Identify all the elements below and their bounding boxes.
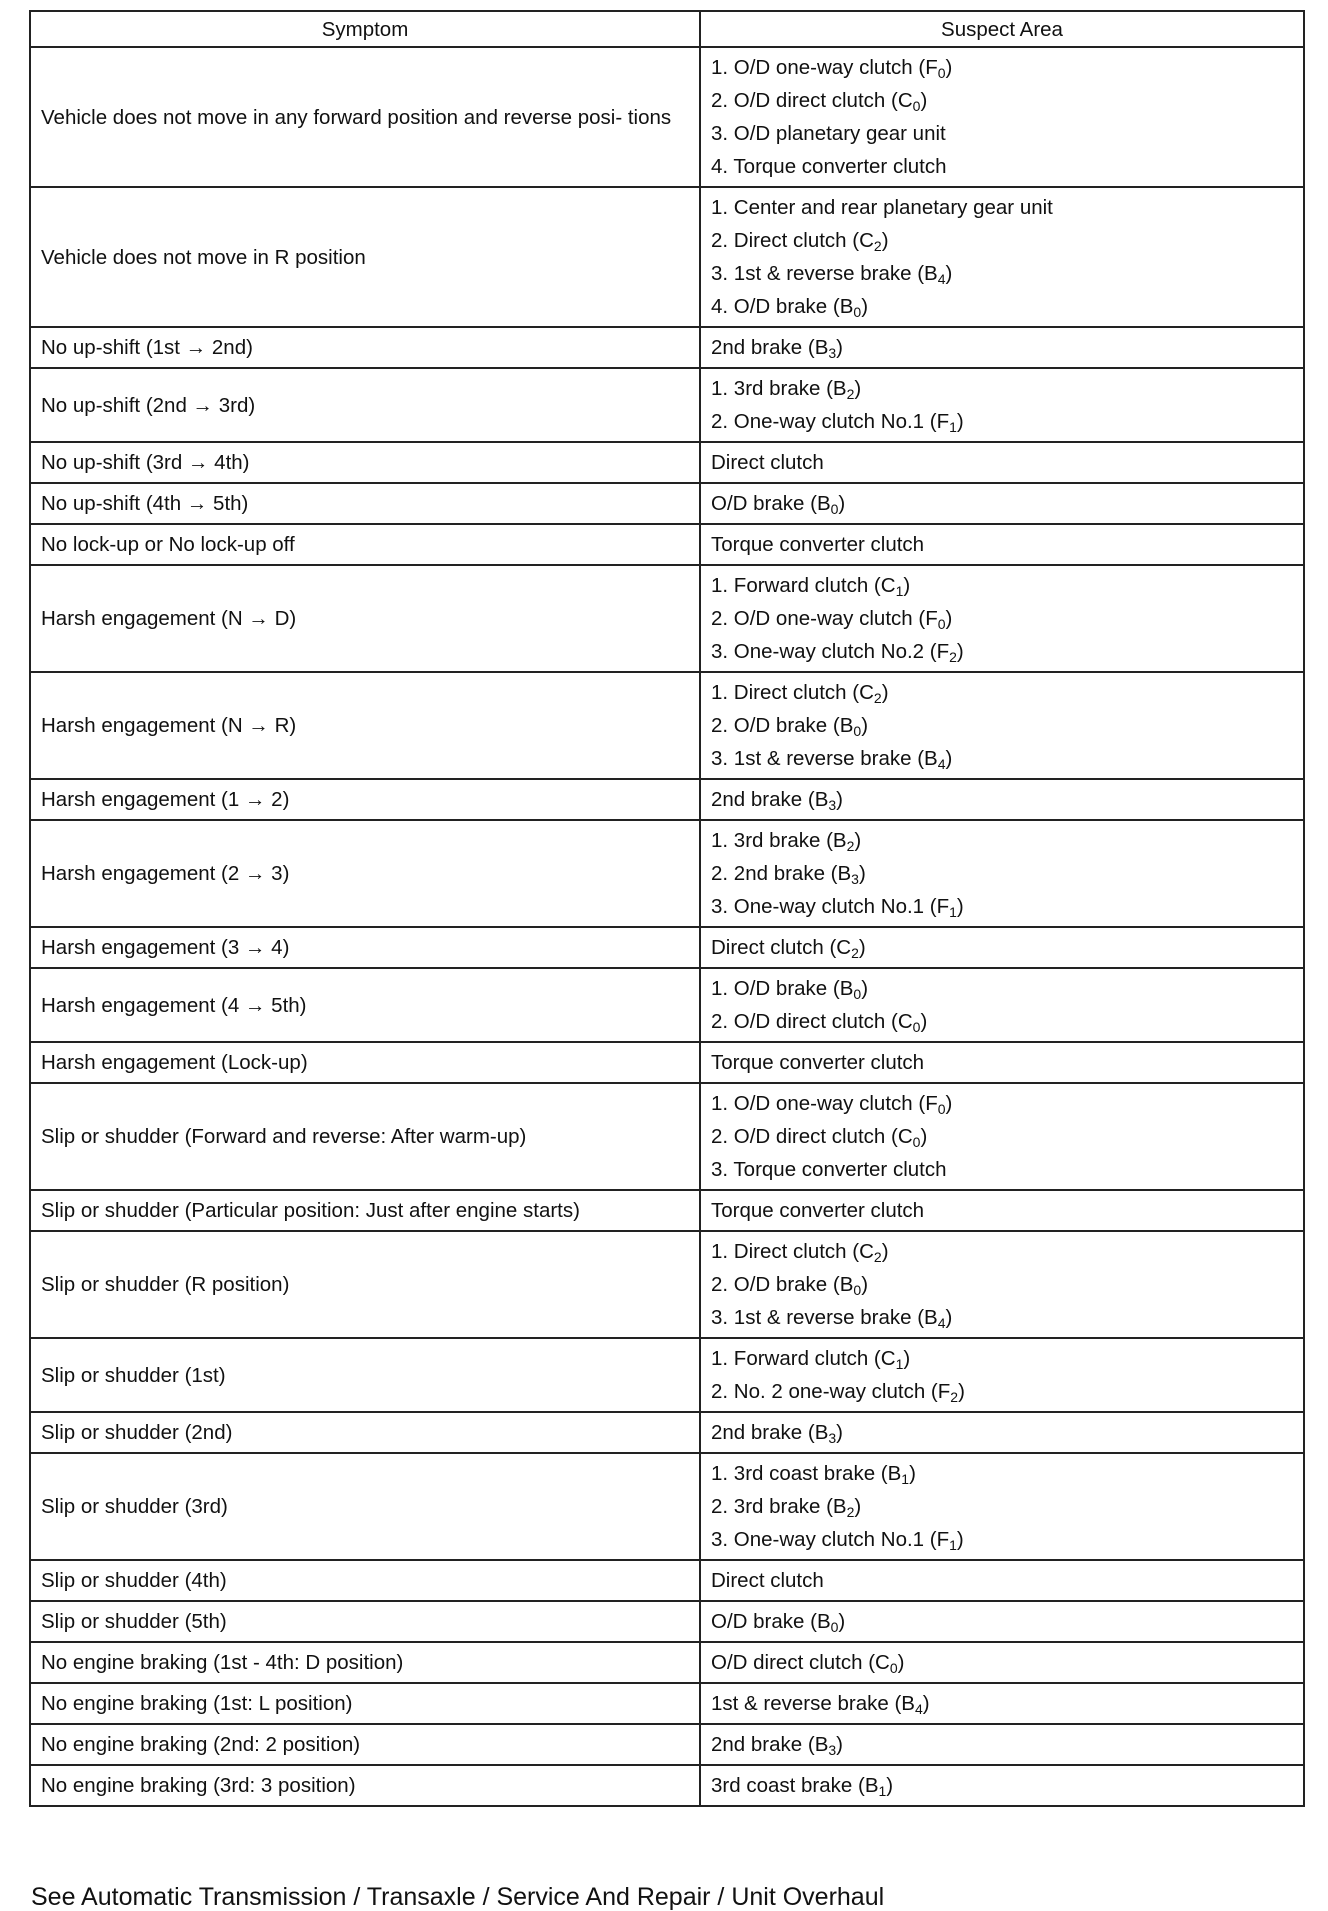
suspect-area-cell	[700, 1453, 1304, 1560]
suspect-area-cell	[700, 442, 1304, 483]
symptom-column-header: Symptom	[30, 11, 700, 47]
table-row	[30, 1724, 1304, 1765]
suspect-area-item: 1. Center and rear planetary gear unit	[711, 196, 1053, 219]
suspect-area-column-header: Suspect Area	[700, 11, 1304, 47]
symptom-cell: Slip or shudder (Particular position: Just after engine starts)	[30, 1190, 700, 1231]
suspect-area-item: 3. One-way clutch No.1 $(F_1)$	[711, 1528, 964, 1553]
table-row	[30, 1190, 1304, 1231]
symptom-cell: No up-shift (3rd → 4th)	[30, 442, 700, 483]
suspect-area-cell	[700, 779, 1304, 820]
table-row	[30, 1642, 1304, 1683]
suspect-area-cell	[700, 968, 1304, 1042]
suspect-area-item: 3. 1st & reverse brake $(B_4)$	[711, 262, 953, 287]
document	[29, 10, 1303, 1807]
suspect-area-item: 2. O/D brake $(B_0)$	[711, 1273, 869, 1298]
suspect-area-item: 4. O/D brake $(B_0)$	[711, 295, 869, 320]
table-row	[30, 442, 1304, 483]
suspect-area-item: 2. 2nd brake $(B_3)$	[711, 862, 866, 887]
suspect-area-item: 2. O/D direct clutch $(C_0)$	[711, 1125, 928, 1150]
suspect-area-cell	[700, 524, 1304, 565]
suspect-area-cell	[700, 1560, 1304, 1601]
suspect-area-item: O/D direct clutch $(C_0)$	[711, 1651, 905, 1676]
table-row	[30, 1601, 1304, 1642]
suspect-area-item: O/D brake $(B_0)$	[711, 1610, 846, 1635]
symptom-cell: Harsh engagement (4 → 5th)	[30, 968, 700, 1042]
suspect-area-item: 1st & reverse brake $(B_4)$	[711, 1692, 930, 1717]
table-row	[30, 1412, 1304, 1453]
suspect-area-item: 2. O/D brake $(B_0)$	[711, 714, 869, 739]
table-row	[30, 1560, 1304, 1601]
suspect-area-cell	[700, 1642, 1304, 1683]
symptom-cell: Harsh engagement (N → D)	[30, 565, 700, 672]
suspect-area-item: Torque converter clutch	[711, 533, 925, 556]
table-row	[30, 565, 1304, 672]
suspect-area-item: 1. 3rd coast brake $(B_1)$	[711, 1462, 916, 1487]
suspect-area-cell	[700, 1231, 1304, 1338]
suspect-area-item: Torque converter clutch	[711, 1199, 925, 1222]
suspect-area-cell	[700, 1083, 1304, 1190]
table-row	[30, 524, 1304, 565]
suspect-area-item: 1. Direct clutch $(C_2)$	[711, 681, 889, 706]
table-row	[30, 1338, 1304, 1412]
suspect-area-item: 2. One-way clutch No.1 $(F_1)$	[711, 410, 964, 435]
suspect-area-cell	[700, 368, 1304, 442]
suspect-area-cell	[700, 47, 1304, 187]
table-row	[30, 47, 1304, 187]
suspect-area-cell	[700, 1042, 1304, 1083]
suspect-area-item: 1. O/D brake $(B_0)$	[711, 977, 869, 1002]
table-header	[30, 11, 1304, 47]
suspect-area-item: 2. O/D one-way clutch $(F_0)$	[711, 607, 953, 632]
table-row	[30, 327, 1304, 368]
symptom-cell: No lock-up or No lock-up off	[30, 524, 700, 565]
suspect-area-item: 1. 3rd brake $(B_2)$	[711, 829, 862, 854]
suspect-area-item: Direct clutch $(C_2)$	[711, 936, 866, 961]
suspect-area-item: 1. O/D one-way clutch $(F_0)$	[711, 56, 953, 81]
symptom-cell: Harsh engagement (3 → 4)	[30, 927, 700, 968]
suspect-area-cell	[700, 820, 1304, 927]
symptom-cell: No engine braking (1st: L position)	[30, 1683, 700, 1724]
suspect-area-cell	[700, 565, 1304, 672]
table-row	[30, 968, 1304, 1042]
suspect-area-cell	[700, 187, 1304, 327]
table-row	[30, 672, 1304, 779]
table-row	[30, 1083, 1304, 1190]
suspect-area-cell	[700, 1765, 1304, 1806]
table-row	[30, 1683, 1304, 1724]
suspect-area-item: 2. O/D direct clutch $(C_0)$	[711, 1010, 928, 1035]
suspect-area-cell	[700, 927, 1304, 968]
table-row	[30, 368, 1304, 442]
suspect-area-item: 2nd brake $(B_3)$	[711, 1733, 843, 1758]
symptom-cell: Slip or shudder (3rd)	[30, 1453, 700, 1560]
suspect-area-item: 2. No. 2 one-way clutch $(F_2)$	[711, 1380, 965, 1405]
suspect-area-item: 2. Direct clutch $(C_2)$	[711, 229, 889, 254]
symptom-cell: Slip or shudder (1st)	[30, 1338, 700, 1412]
footer-reference: See Automatic Transmission / Transaxle / Service And Repair / Unit Overhaul	[31, 1883, 885, 1911]
table-body	[30, 47, 1304, 1806]
table-row	[30, 1453, 1304, 1560]
suspect-area-cell	[700, 1412, 1304, 1453]
suspect-area-cell	[700, 672, 1304, 779]
suspect-area-item: 3. One-way clutch No.1 $(F_1)$	[711, 895, 964, 920]
suspect-area-item: Direct clutch	[711, 1569, 824, 1592]
symptom-cell: Slip or shudder (4th)	[30, 1560, 700, 1601]
symptom-cell: Slip or shudder (2nd)	[30, 1412, 700, 1453]
suspect-area-cell	[700, 1601, 1304, 1642]
table-row	[30, 927, 1304, 968]
table-row	[30, 1042, 1304, 1083]
suspect-area-item: 2nd brake $(B_3)$	[711, 788, 843, 813]
suspect-area-item: 3. 1st & reverse brake $(B_4)$	[711, 747, 953, 772]
suspect-area-item: 1. Forward clutch $(C_1)$	[711, 1347, 911, 1372]
symptom-cell: Harsh engagement (Lock-up)	[30, 1042, 700, 1083]
suspect-area-cell	[700, 1338, 1304, 1412]
suspect-area-cell	[700, 1683, 1304, 1724]
symptom-cell: Vehicle does not move in R position	[30, 187, 700, 327]
suspect-area-cell	[700, 483, 1304, 524]
diagnosis-table	[29, 10, 1305, 1807]
symptom-cell: Slip or shudder (R position)	[30, 1231, 700, 1338]
table-row	[30, 1231, 1304, 1338]
table-row	[30, 187, 1304, 327]
symptom-cell: Slip or shudder (5th)	[30, 1601, 700, 1642]
suspect-area-item: 1. Forward clutch $(C_1)$	[711, 574, 911, 599]
table-row	[30, 483, 1304, 524]
suspect-area-item: 1. 3rd brake $(B_2)$	[711, 377, 862, 402]
suspect-area-cell	[700, 1724, 1304, 1765]
symptom-cell: No engine braking (1st - 4th: D position)	[30, 1642, 700, 1683]
suspect-area-item: 3. 1st & reverse brake $(B_4)$	[711, 1306, 953, 1331]
symptom-cell: Vehicle does not move in any forward position and reverse posi- tions	[30, 47, 700, 187]
symptom-cell: Slip or shudder (Forward and reverse: After warm-up)	[30, 1083, 700, 1190]
header-row	[30, 11, 1304, 47]
symptom-cell: No up-shift (2nd → 3rd)	[30, 368, 700, 442]
symptom-cell: Harsh engagement (2 → 3)	[30, 820, 700, 927]
suspect-area-item: 2. O/D direct clutch $(C_0)$	[711, 89, 928, 114]
suspect-area-item: 4. Torque converter clutch	[711, 155, 947, 178]
symptom-cell: Harsh engagement (N → R)	[30, 672, 700, 779]
symptom-cell: No up-shift (4th → 5th)	[30, 483, 700, 524]
suspect-area-item: 2nd brake $(B_3)$	[711, 336, 843, 361]
table-row	[30, 779, 1304, 820]
suspect-area-item: Direct clutch	[711, 451, 824, 474]
table-row	[30, 1765, 1304, 1806]
suspect-area-item: 3. O/D planetary gear unit	[711, 122, 946, 145]
table-row	[30, 820, 1304, 927]
symptom-cell: No up-shift (1st → 2nd)	[30, 327, 700, 368]
suspect-area-item: 2. 3rd brake $(B_2)$	[711, 1495, 862, 1520]
suspect-area-cell	[700, 1190, 1304, 1231]
symptom-cell: Harsh engagement (1 → 2)	[30, 779, 700, 820]
suspect-area-item: 3. Torque converter clutch	[711, 1158, 947, 1181]
symptom-cell: No engine braking (2nd: 2 position)	[30, 1724, 700, 1765]
suspect-area-item: 1. Direct clutch $(C_2)$	[711, 1240, 889, 1265]
suspect-area-item: Torque converter clutch	[711, 1051, 925, 1074]
suspect-area-item: 3rd coast brake $(B_1)$	[711, 1774, 894, 1799]
suspect-area-cell	[700, 327, 1304, 368]
symptom-cell: No engine braking (3rd: 3 position)	[30, 1765, 700, 1806]
suspect-area-item: 2nd brake $(B_3)$	[711, 1421, 843, 1446]
suspect-area-item: 3. One-way clutch No.2 $(F_2)$	[711, 640, 964, 665]
suspect-area-item: 1. O/D one-way clutch $(F_0)$	[711, 1092, 953, 1117]
suspect-area-item: O/D brake $(B_0)$	[711, 492, 846, 517]
